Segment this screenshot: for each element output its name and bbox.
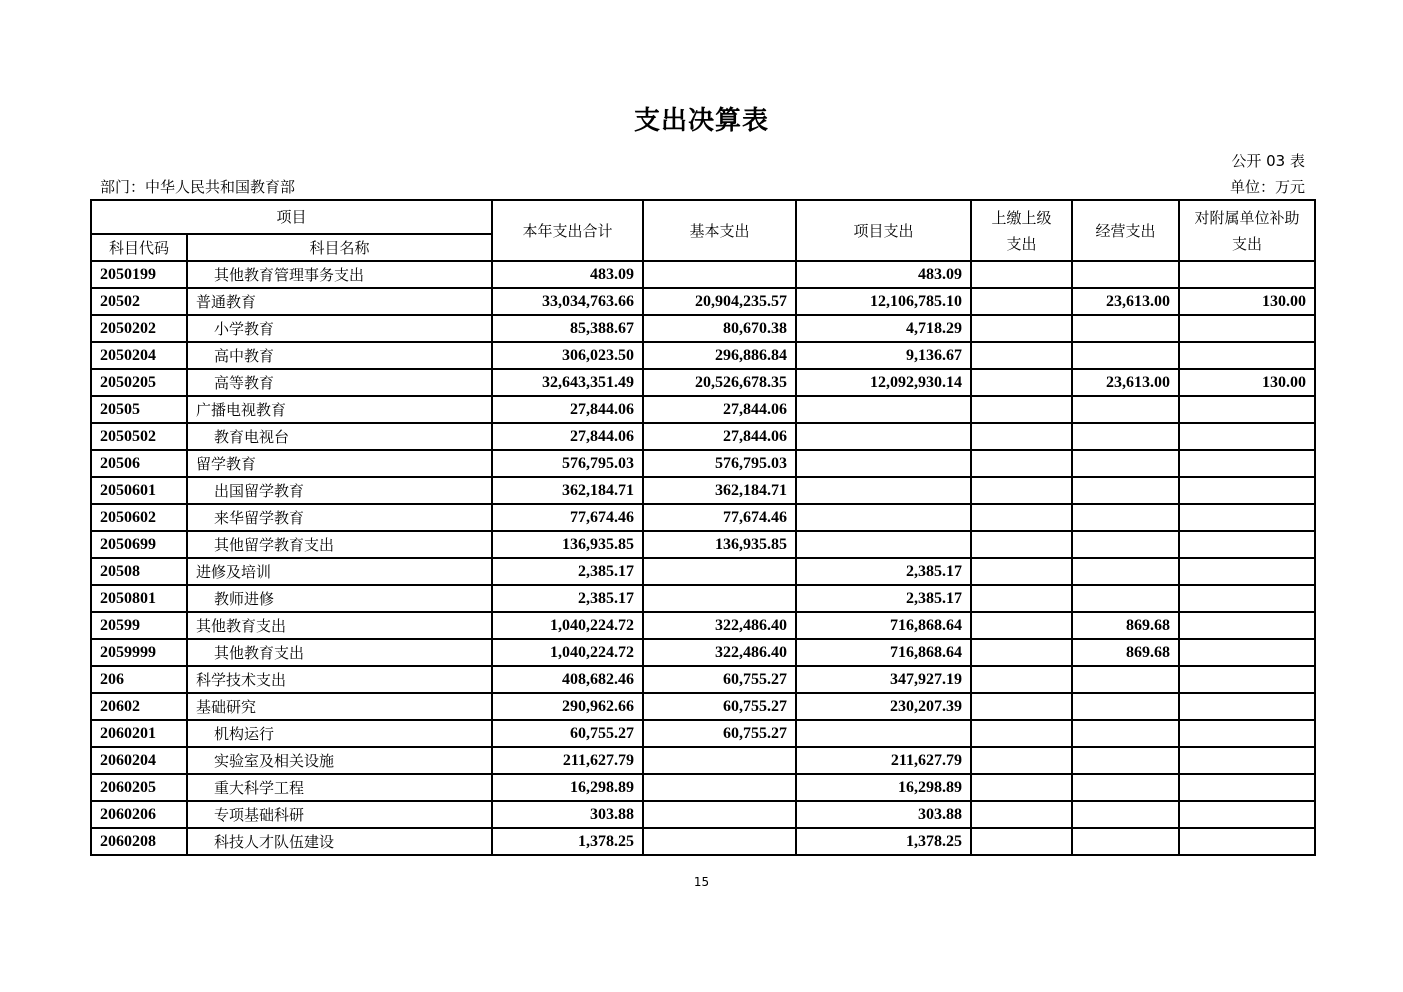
cell-subsidy (1179, 504, 1315, 531)
table-row (91, 477, 1315, 504)
cell-project: 483.09 (796, 261, 971, 288)
cell-basic: 136,935.85 (643, 531, 796, 558)
cell-basic: 20,526,678.35 (643, 369, 796, 396)
cell-total: 576,795.03 (492, 450, 643, 477)
cell-basic: 20,904,235.57 (643, 288, 796, 315)
cell-subsidy (1179, 342, 1315, 369)
cell-basic: 322,486.40 (643, 639, 796, 666)
cell-total: 85,388.67 (492, 315, 643, 342)
page-title: 支出决算表 (633, 106, 769, 136)
cell-subsidy (1179, 828, 1315, 855)
cell-project: 347,927.19 (796, 666, 971, 693)
table-row (91, 639, 1315, 666)
cell-basic (643, 558, 796, 585)
cell-code: 20602 (91, 693, 187, 720)
cell-total: 362,184.71 (492, 477, 643, 504)
cell-upper (971, 585, 1072, 612)
cell-basic (643, 828, 796, 855)
table-row (91, 774, 1315, 801)
cell-total: 27,844.06 (492, 396, 643, 423)
cell-name: 专项基础科研 (187, 801, 492, 828)
cell-project: 12,092,930.14 (796, 369, 971, 396)
cell-business (1072, 261, 1179, 288)
cell-name: 广播电视教育 (187, 396, 492, 423)
cell-business (1072, 531, 1179, 558)
cell-basic: 60,755.27 (643, 720, 796, 747)
form-number: 公开 03 表 (1231, 152, 1305, 170)
cell-name: 机构运行 (187, 720, 492, 747)
table-row (91, 396, 1315, 423)
cell-upper (971, 342, 1072, 369)
department-label: 部门：中华人民共和国教育部 (100, 178, 296, 196)
cell-name: 来华留学教育 (187, 504, 492, 531)
table-row (91, 450, 1315, 477)
cell-subsidy (1179, 261, 1315, 288)
cell-subsidy (1179, 801, 1315, 828)
cell-business (1072, 801, 1179, 828)
cell-project: 716,868.64 (796, 639, 971, 666)
cell-name: 其他教育管理事务支出 (187, 261, 492, 288)
cell-basic: 322,486.40 (643, 612, 796, 639)
table-row (91, 531, 1315, 558)
cell-business (1072, 747, 1179, 774)
table-row (91, 720, 1315, 747)
table-row (91, 342, 1315, 369)
cell-total: 77,674.46 (492, 504, 643, 531)
cell-upper (971, 396, 1072, 423)
cell-business (1072, 828, 1179, 855)
cell-business: 23,613.00 (1072, 288, 1179, 315)
cell-project: 4,718.29 (796, 315, 971, 342)
table-row (91, 288, 1315, 315)
cell-project: 16,298.89 (796, 774, 971, 801)
cell-upper (971, 288, 1072, 315)
table-row (91, 801, 1315, 828)
cell-name: 高中教育 (187, 342, 492, 369)
cell-business (1072, 477, 1179, 504)
cell-subsidy (1179, 558, 1315, 585)
cell-name: 小学教育 (187, 315, 492, 342)
table-row (91, 315, 1315, 342)
cell-project: 2,385.17 (796, 558, 971, 585)
cell-upper (971, 477, 1072, 504)
cell-code: 20599 (91, 612, 187, 639)
cell-upper (971, 720, 1072, 747)
cell-code: 2050205 (91, 369, 187, 396)
cell-project: 230,207.39 (796, 693, 971, 720)
unit-label: 单位：万元 (1229, 178, 1305, 196)
cell-project (796, 504, 971, 531)
cell-upper (971, 828, 1072, 855)
cell-code: 2060204 (91, 747, 187, 774)
cell-subsidy (1179, 396, 1315, 423)
cell-basic (643, 801, 796, 828)
header-subsidy-line2: 支出 (1232, 234, 1263, 253)
cell-total: 483.09 (492, 261, 643, 288)
cell-subsidy (1179, 531, 1315, 558)
cell-project (796, 450, 971, 477)
cell-subsidy (1179, 747, 1315, 774)
cell-total: 136,935.85 (492, 531, 643, 558)
cell-total: 32,643,351.49 (492, 369, 643, 396)
table-row (91, 504, 1315, 531)
cell-code: 2060201 (91, 720, 187, 747)
cell-business (1072, 315, 1179, 342)
cell-total: 1,040,224.72 (492, 639, 643, 666)
cell-upper (971, 693, 1072, 720)
cell-project: 2,385.17 (796, 585, 971, 612)
cell-business (1072, 558, 1179, 585)
cell-total: 60,755.27 (492, 720, 643, 747)
cell-subsidy: 130.00 (1179, 288, 1315, 315)
table-row (91, 828, 1315, 855)
cell-code: 2050602 (91, 504, 187, 531)
table-row (91, 666, 1315, 693)
cell-basic: 362,184.71 (643, 477, 796, 504)
cell-project (796, 423, 971, 450)
cell-code: 206 (91, 666, 187, 693)
cell-upper (971, 774, 1072, 801)
cell-upper (971, 369, 1072, 396)
cell-total: 27,844.06 (492, 423, 643, 450)
cell-project (796, 477, 971, 504)
cell-subsidy: 130.00 (1179, 369, 1315, 396)
cell-subsidy (1179, 477, 1315, 504)
cell-upper (971, 558, 1072, 585)
cell-code: 2060206 (91, 801, 187, 828)
cell-project: 12,106,785.10 (796, 288, 971, 315)
cell-basic: 27,844.06 (643, 396, 796, 423)
expenditure-table (90, 199, 1316, 856)
cell-name: 科学技术支出 (187, 666, 492, 693)
cell-project: 1,378.25 (796, 828, 971, 855)
cell-project: 211,627.79 (796, 747, 971, 774)
table-row (91, 747, 1315, 774)
cell-upper (971, 612, 1072, 639)
cell-basic: 576,795.03 (643, 450, 796, 477)
cell-business: 23,613.00 (1072, 369, 1179, 396)
cell-upper (971, 423, 1072, 450)
cell-upper (971, 639, 1072, 666)
cell-basic (643, 261, 796, 288)
cell-business: 869.68 (1072, 612, 1179, 639)
cell-code: 2050601 (91, 477, 187, 504)
header-project: 项目支出 (796, 200, 971, 261)
cell-project (796, 396, 971, 423)
table-row (91, 558, 1315, 585)
cell-code: 2050502 (91, 423, 187, 450)
cell-total: 303.88 (492, 801, 643, 828)
cell-code: 20505 (91, 396, 187, 423)
header-basic: 基本支出 (643, 200, 796, 261)
cell-subsidy (1179, 774, 1315, 801)
table-body (91, 261, 1315, 855)
cell-business (1072, 450, 1179, 477)
cell-total: 2,385.17 (492, 558, 643, 585)
cell-upper (971, 504, 1072, 531)
cell-subsidy (1179, 720, 1315, 747)
cell-upper (971, 450, 1072, 477)
cell-upper (971, 261, 1072, 288)
header-upper-line1: 上缴上级 (991, 208, 1052, 227)
table-row (91, 369, 1315, 396)
cell-upper (971, 315, 1072, 342)
cell-basic: 60,755.27 (643, 666, 796, 693)
cell-code: 2050204 (91, 342, 187, 369)
cell-project: 303.88 (796, 801, 971, 828)
cell-upper (971, 666, 1072, 693)
table-row (91, 693, 1315, 720)
cell-business: 869.68 (1072, 639, 1179, 666)
header-total: 本年支出合计 (492, 200, 643, 261)
cell-project (796, 531, 971, 558)
header-subsidy (1179, 200, 1315, 261)
cell-upper (971, 801, 1072, 828)
table-row (91, 261, 1315, 288)
table-row (91, 585, 1315, 612)
cell-code: 2050199 (91, 261, 187, 288)
header-name: 科目名称 (187, 234, 492, 261)
cell-name: 科技人才队伍建设 (187, 828, 492, 855)
cell-code: 2050699 (91, 531, 187, 558)
cell-name: 基础研究 (187, 693, 492, 720)
cell-total: 33,034,763.66 (492, 288, 643, 315)
header-upper (971, 200, 1072, 261)
cell-name: 教师进修 (187, 585, 492, 612)
cell-project: 9,136.67 (796, 342, 971, 369)
cell-basic (643, 747, 796, 774)
cell-upper (971, 747, 1072, 774)
cell-code: 20502 (91, 288, 187, 315)
header-code: 科目代码 (91, 234, 187, 261)
cell-code: 2050801 (91, 585, 187, 612)
header-subsidy-line1: 对附属单位补助 (1194, 208, 1300, 227)
cell-basic: 77,674.46 (643, 504, 796, 531)
cell-business (1072, 504, 1179, 531)
cell-subsidy (1179, 612, 1315, 639)
cell-name: 进修及培训 (187, 558, 492, 585)
cell-basic: 27,844.06 (643, 423, 796, 450)
cell-name: 教育电视台 (187, 423, 492, 450)
cell-total: 306,023.50 (492, 342, 643, 369)
table-row (91, 423, 1315, 450)
cell-subsidy (1179, 585, 1315, 612)
cell-subsidy (1179, 639, 1315, 666)
cell-basic: 60,755.27 (643, 693, 796, 720)
page-number: 15 (693, 875, 710, 889)
cell-name: 其他教育支出 (187, 639, 492, 666)
table-row (91, 612, 1315, 639)
cell-subsidy (1179, 666, 1315, 693)
cell-name: 出国留学教育 (187, 477, 492, 504)
cell-upper (971, 531, 1072, 558)
cell-subsidy (1179, 315, 1315, 342)
cell-basic: 80,670.38 (643, 315, 796, 342)
header-item: 项目 (91, 200, 492, 234)
cell-total: 2,385.17 (492, 585, 643, 612)
cell-business (1072, 666, 1179, 693)
cell-total: 16,298.89 (492, 774, 643, 801)
cell-name: 其他教育支出 (187, 612, 492, 639)
cell-business (1072, 693, 1179, 720)
cell-code: 2059999 (91, 639, 187, 666)
cell-business (1072, 720, 1179, 747)
cell-total: 211,627.79 (492, 747, 643, 774)
cell-business (1072, 585, 1179, 612)
cell-total: 290,962.66 (492, 693, 643, 720)
cell-name: 其他留学教育支出 (187, 531, 492, 558)
cell-business (1072, 396, 1179, 423)
cell-total: 1,040,224.72 (492, 612, 643, 639)
cell-name: 普通教育 (187, 288, 492, 315)
cell-name: 实验室及相关设施 (187, 747, 492, 774)
cell-name: 重大科学工程 (187, 774, 492, 801)
cell-subsidy (1179, 450, 1315, 477)
cell-name: 留学教育 (187, 450, 492, 477)
cell-name: 高等教育 (187, 369, 492, 396)
cell-code: 2050202 (91, 315, 187, 342)
cell-business (1072, 774, 1179, 801)
cell-business (1072, 423, 1179, 450)
cell-code: 2060205 (91, 774, 187, 801)
header-upper-line2: 支出 (1006, 234, 1037, 253)
cell-project: 716,868.64 (796, 612, 971, 639)
cell-subsidy (1179, 693, 1315, 720)
cell-code: 20506 (91, 450, 187, 477)
cell-code: 20508 (91, 558, 187, 585)
cell-total: 408,682.46 (492, 666, 643, 693)
cell-basic (643, 774, 796, 801)
cell-project (796, 720, 971, 747)
cell-basic (643, 585, 796, 612)
cell-total: 1,378.25 (492, 828, 643, 855)
cell-basic: 296,886.84 (643, 342, 796, 369)
cell-code: 2060208 (91, 828, 187, 855)
cell-business (1072, 342, 1179, 369)
header-business: 经营支出 (1072, 200, 1179, 261)
cell-subsidy (1179, 423, 1315, 450)
